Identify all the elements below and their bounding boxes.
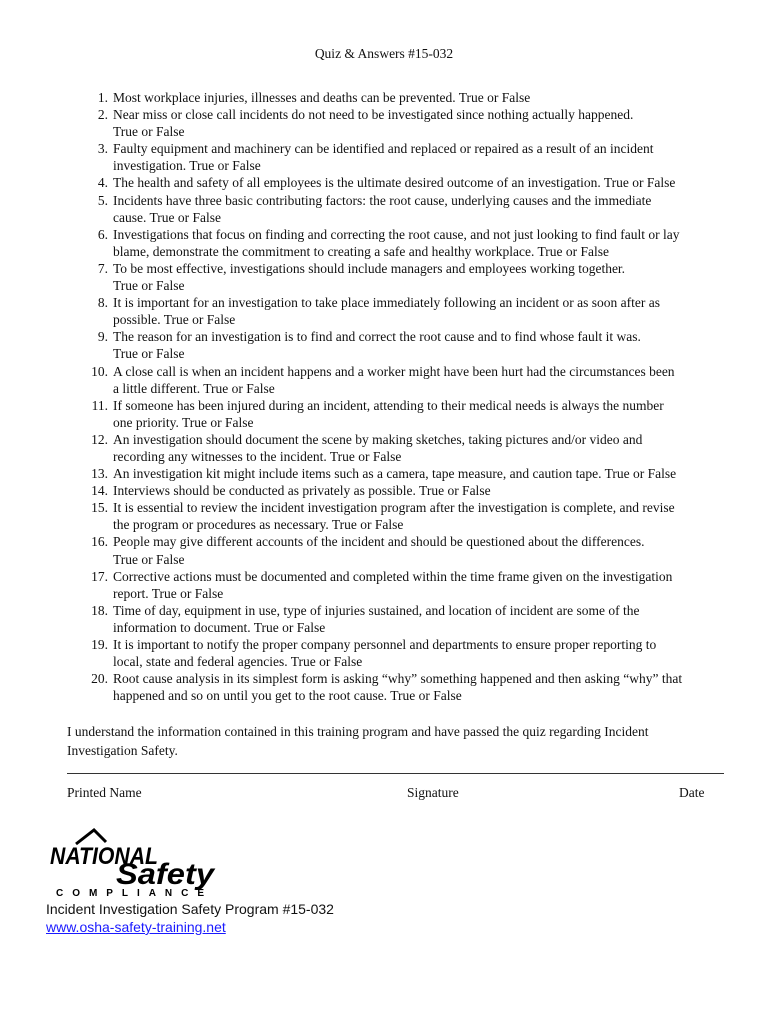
quiz-question-item <box>88 636 728 670</box>
logo-word-national: NATIONAL <box>50 843 158 870</box>
question-text: Most workplace injuries, illnesses and deaths can be prevented. True or False <box>113 90 531 105</box>
signature-label: Signature <box>407 785 459 800</box>
question-text: Investigations that focus on finding and correcting the root cause, and not just looking to find fault or lay blame, demonstrate the commitment to creating a safe and healthy workplace. True or False <box>113 226 680 259</box>
question-number: 6. <box>97 226 108 242</box>
acknowledgement-statement: I understand the information contained in this training program and have passed the quiz regarding Incident Investigation Safety. <box>67 724 649 758</box>
question-number: 12. <box>91 431 108 447</box>
quiz-question-item <box>88 533 728 567</box>
question-text: Incidents have three basic contributing factors: the root cause, underlying causes and the immediate cause. True or False <box>113 192 652 225</box>
quiz-question-item <box>88 106 728 140</box>
question-text: An investigation kit might include items such as a camera, tape measure, and caution tape. True or False <box>113 466 677 482</box>
quiz-question-item <box>88 568 728 602</box>
quiz-question-item <box>88 174 728 191</box>
question-text: A close call is when an incident happens and a worker might have been hurt had the circumstances been a little different. True or False <box>113 363 675 396</box>
question-number: 9. <box>97 329 108 345</box>
question-number: 18. <box>91 602 108 618</box>
question-number: 13. <box>91 466 108 482</box>
question-text: It is important for an investigation to take place immediately following an incident or as soon after as possible. True or False <box>113 295 660 328</box>
quiz-question-item <box>88 397 728 431</box>
footer-website-link[interactable]: www.osha-safety-training.net <box>46 919 226 935</box>
quiz-question-item <box>88 328 728 362</box>
national-safety-compliance-logo <box>46 826 216 898</box>
question-text: If someone has been injured during an incident, attending to their medical needs is always the number one priority. True or False <box>113 397 664 430</box>
question-text: The reason for an investigation is to find and correct the root cause and to find whose fault it was. True or False <box>113 329 641 362</box>
question-text: Near miss or close call incidents do not need to be investigated since nothing actually happened. True or False <box>113 107 634 140</box>
question-number: 10. <box>91 363 108 379</box>
quiz-question-item <box>88 499 728 533</box>
question-text: It is important to notify the proper company personnel and departments to ensure proper reporting to local, state and federal agencies. True or False <box>113 637 657 670</box>
question-number: 4. <box>97 175 108 191</box>
question-number: 5. <box>97 192 108 208</box>
quiz-question-item <box>88 482 728 499</box>
question-text: Root cause analysis in its simplest form is asking “why” something happened and then asking “why” that happened and so on until you get to the root cause. True or False <box>113 671 683 704</box>
question-text: To be most effective, investigations should include managers and employees working together. True or False <box>113 260 626 294</box>
question-number: 14. <box>91 483 108 499</box>
footer-program-title: Incident Investigation Safety Program #15-032 <box>46 901 334 917</box>
question-number: 7. <box>97 260 108 276</box>
question-number: 1. <box>97 90 108 105</box>
logo-word-safety: Safety <box>116 858 216 891</box>
quiz-question-item <box>88 226 728 260</box>
question-number: 16. <box>91 534 108 550</box>
logo-word-compliance: COMPLIANCE <box>56 888 204 898</box>
question-number: 8. <box>97 295 108 311</box>
quiz-question-item <box>88 363 728 397</box>
question-text: An investigation should document the scene by making sketches, taking pictures and/or video and recording any witnesses to the incident. True or False <box>113 431 643 464</box>
quiz-question-item <box>88 260 728 294</box>
quiz-question-item <box>88 670 728 704</box>
question-text: It is essential to review the incident investigation program after the investigation is complete, and revise the program or procedures as necessary. True or False <box>113 500 675 533</box>
question-text: People may give different accounts of the incident and should be questioned about the differences. True or False <box>113 534 645 567</box>
question-number: 19. <box>91 637 108 652</box>
quiz-question-item <box>88 89 728 106</box>
quiz-question-list <box>88 89 728 704</box>
quiz-question-item <box>88 431 728 465</box>
question-number: 15. <box>91 500 108 516</box>
quiz-question-item <box>88 602 728 636</box>
question-text: Faulty equipment and machinery can be identified and replaced or repaired as a result of an incident investigation. True or False <box>113 141 654 174</box>
question-text: Interviews should be conducted as privately as possible. True or False <box>113 483 491 499</box>
quiz-question-item <box>88 465 728 482</box>
question-text: The health and safety of all employees is the ultimate desired outcome of an investigation. True or False <box>113 175 676 191</box>
question-text: Time of day, equipment in use, type of injuries sustained, and location of incident are some of the information to document. True or False <box>113 602 640 635</box>
question-number: 11. <box>91 397 108 413</box>
quiz-question-item <box>88 140 728 174</box>
date-label: Date <box>679 785 705 800</box>
question-number: 2. <box>97 107 108 123</box>
quiz-question-item <box>88 294 728 328</box>
question-text: Corrective actions must be documented and completed within the time frame given on the investigation report. True or False <box>113 568 673 601</box>
printed-name-label: Printed Name <box>67 785 142 800</box>
question-number: 17. <box>91 568 108 584</box>
page-title: Quiz & Answers #15-032 <box>314 46 454 61</box>
question-number: 3. <box>97 141 108 157</box>
quiz-question-item <box>88 192 728 226</box>
question-number: 20. <box>91 671 108 687</box>
signature-line <box>67 773 724 774</box>
